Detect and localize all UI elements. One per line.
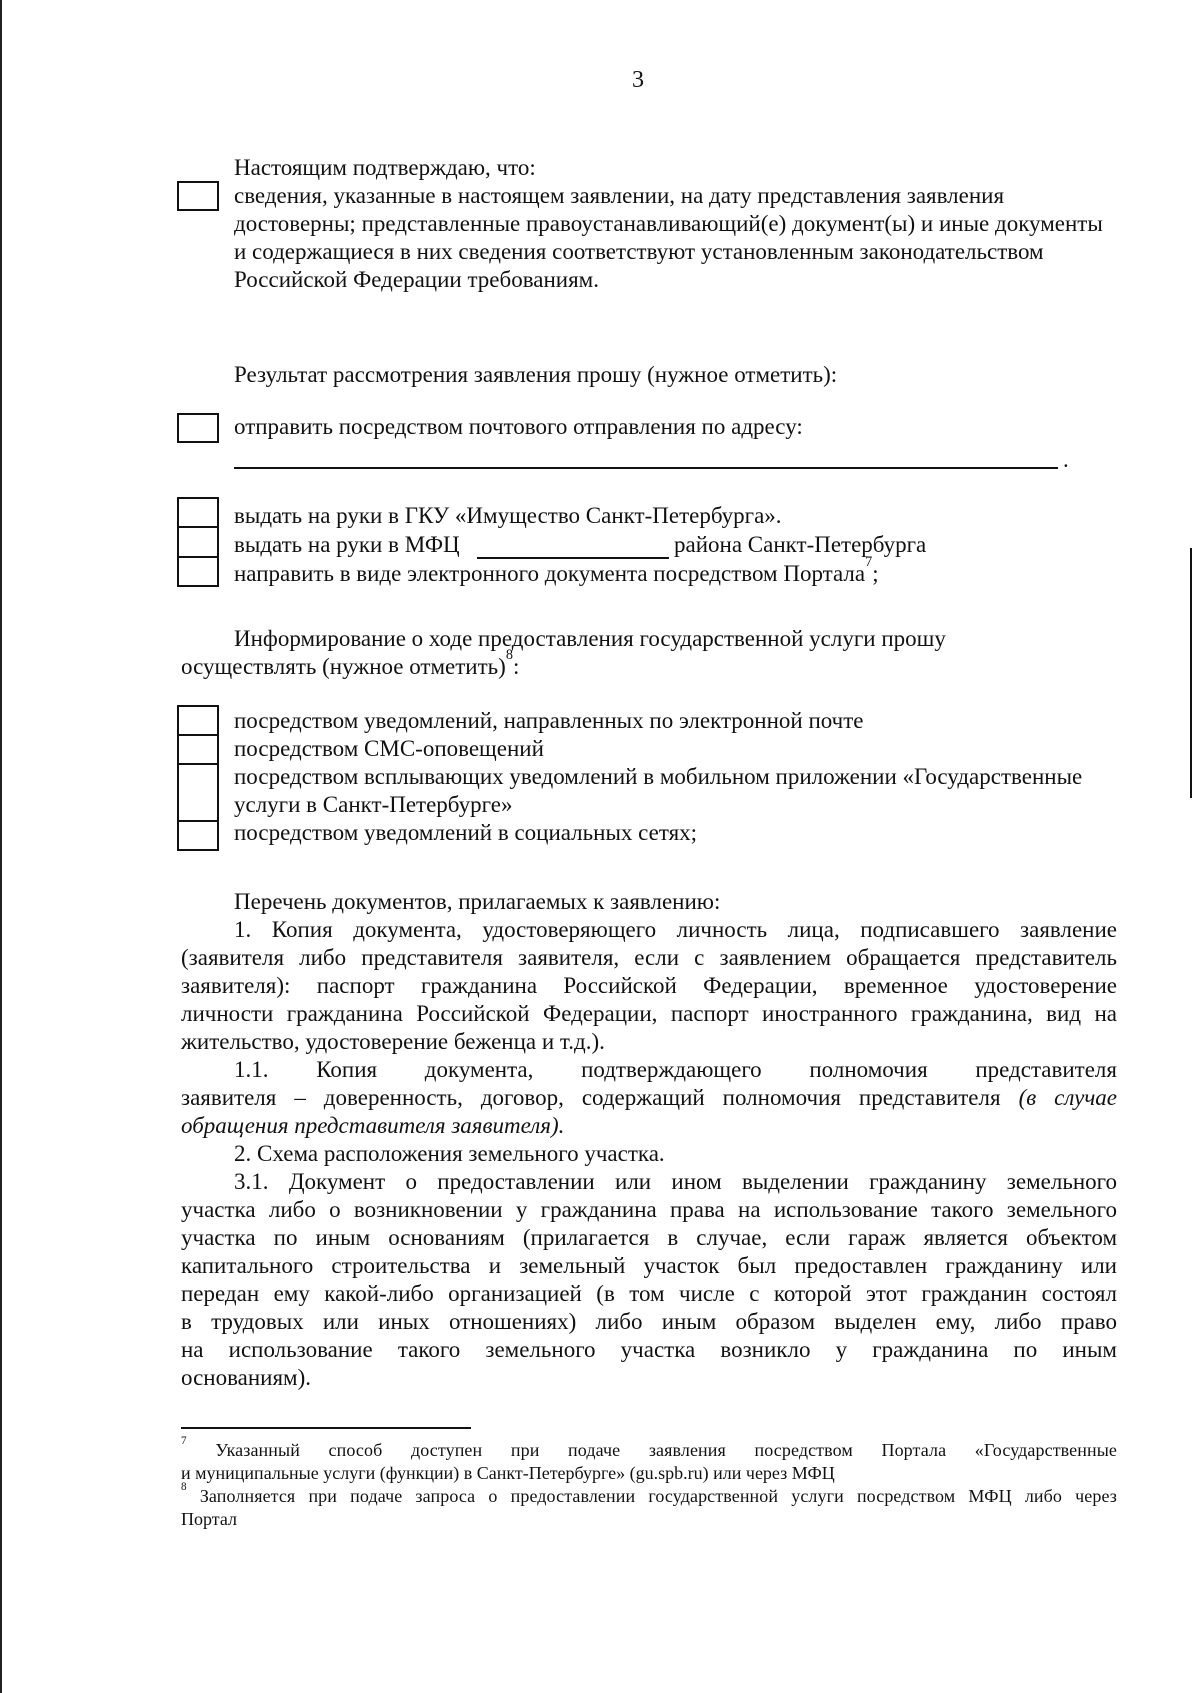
scan-left-edge [0, 0, 2, 1693]
document-3-1-line-6: в трудовых или иных отношениях) либо иным образом выделен ему, либо право [181, 1309, 1117, 1334]
document-3-1-line-7: на использование такого земельного участка возникло у гражданина по иным [181, 1337, 1117, 1362]
sms-notification-checkbox[interactable] [179, 736, 217, 763]
portal-option-label: направить в виде электронного документа посредством Портала [234, 561, 866, 586]
document-1-1-line-3: обращения представителя заявителя). [181, 1113, 565, 1138]
document-1-1-line-2-text: заявителя – доверенность, договор, содержащий полномочия представителя [181, 1085, 1001, 1110]
document-3-1-line-5: передан ему какой-либо организацией (в том числе с которой этот гражданин состоял [181, 1281, 1117, 1306]
mfc-option-district-label: района Санкт-Петербурга [674, 532, 927, 557]
footnote-7-line-1 [181, 1434, 1117, 1462]
confirmation-checkbox[interactable] [177, 181, 219, 211]
document-1-line-4: личности гражданина Российской Федерации, паспорт иностранного гражданина, вид на [181, 1001, 1117, 1026]
result-heading: Результат рассмотрения заявления прошу (нужное отметить): [234, 362, 838, 387]
page-number: 3 [632, 67, 644, 93]
footnote-7-number: 7 [181, 1434, 187, 1447]
scan-right-edge [1190, 548, 1192, 798]
documents-heading: Перечень документов, прилагаемых к заявлению: [234, 889, 721, 914]
confirmation-section [234, 154, 1146, 294]
footnote-7-line-1-text: Указанный способ доступен при подаче заявления посредством Портала «Государственные [215, 1440, 1117, 1460]
mobile-app-notification-checkbox[interactable] [179, 765, 217, 820]
sms-notification-label: посредством СМС-оповещений [234, 736, 544, 761]
portal-option [234, 553, 994, 588]
informing-options [234, 707, 1134, 847]
informing-section [181, 625, 1081, 681]
email-notification-checkbox[interactable] [179, 707, 217, 734]
footnotes [181, 1434, 1117, 1531]
footnote-8-number: 8 [181, 1480, 187, 1493]
document-2: 2. Схема расположения земельного участка. [234, 1141, 665, 1166]
gku-option-checkbox[interactable] [179, 499, 217, 526]
document-3-1-line-1: 3.1. Документ о предоставлении или ином выделении гражданину земельного [234, 1169, 1117, 1194]
informing-line-2-text: осуществлять (нужное отметить) [181, 654, 506, 679]
footnote-separator [181, 1427, 471, 1429]
document-1-line-2: (заявителя либо представителя заявителя, если с заявлением обращается представитель [181, 945, 1117, 970]
mfc-district-field[interactable] [477, 557, 669, 559]
social-network-notification-checkbox[interactable] [179, 822, 217, 849]
mobile-app-notification-label-line-2: услуги в Санкт-Петербурге» [234, 792, 513, 817]
confirmation-line-4: Российской Федерации требованиям. [234, 267, 599, 292]
gku-option-label: выдать на руки в ГКУ «Имущество Санкт-Петербурга». [234, 503, 782, 528]
portal-option-end: ; [872, 561, 879, 586]
mail-option-label: отправить посредством почтового отправления по адресу: [234, 414, 803, 439]
email-notification-label: посредством уведомлений, направленных по электронной почте [234, 708, 864, 733]
document-3-1-line-4: капитального строительства и земельный участок был предоставлен гражданину или [181, 1253, 1117, 1278]
document-1-line-1: 1. Копия документа, удостоверяющего личность лица, подписавшего заявление [234, 917, 1117, 942]
footnote-7-line-2: и муниципальные услуги (функции) в Санкт-Петербурге» (gu.spb.ru) или через МФЦ [181, 1463, 835, 1483]
document-1-1-line-2-italic: (в случае [1018, 1085, 1118, 1110]
document-1-1-line-1: 1.1. Копия документа, подтверждающего полномочия представителя [234, 1057, 1117, 1082]
documents-section [181, 888, 1117, 1392]
mail-address-end: . [1063, 447, 1069, 472]
confirmation-line-3: и содержащиеся в них сведения соответствуют установленным законодательством [234, 239, 1044, 264]
mfc-option-label: выдать на руки в МФЦ [234, 532, 460, 557]
mobile-app-notification-label-line-1: посредством всплывающих уведомлений в мобильном приложении «Государственные [234, 764, 1083, 789]
confirmation-line-1: сведения, указанные в настоящем заявлении, на дату представления заявления [234, 183, 1005, 208]
document-3-1-line-8: основаниям). [181, 1365, 312, 1390]
informing-line-1: Информирование о ходе предоставления государственной услуги прошу [234, 626, 946, 651]
mail-option-checkbox[interactable] [177, 413, 219, 443]
mail-address-field[interactable] [234, 467, 1058, 469]
mfc-option-checkbox[interactable] [179, 528, 217, 556]
informing-line-2-end: : [512, 654, 520, 679]
footnote-8-line-1 [181, 1480, 1117, 1508]
document-3-1-line-2: участка либо о возникновении у гражданина права на использование такого земельного [181, 1197, 1117, 1222]
confirmation-line-2: достоверны; представленные правоустанавливающий(е) документ(ы) и иные документы [234, 211, 1103, 236]
document-1-line-3: заявителя): паспорт гражданина Российской Федерации, временное удостоверение [181, 973, 1117, 998]
informing-footnote-ref: 8 [505, 646, 513, 663]
informing-line-2 [181, 646, 1081, 681]
document-3-1-line-3: участка по иным основаниям (прилагается в случае, если гараж является объектом [181, 1225, 1117, 1250]
footnote-8-line-1-text: Заполняется при подаче запроса о предоставлении государственной услуги посредством МФЦ либо через [199, 1486, 1117, 1506]
document-1-line-5: жительство, удостоверение беженца и т.д.). [181, 1029, 605, 1054]
portal-footnote-ref: 7 [865, 553, 873, 570]
footnote-8-line-2: Портал [181, 1509, 237, 1529]
social-network-notification-label: посредством уведомлений в социальных сетях; [234, 820, 698, 845]
confirmation-heading: Настоящим подтверждаю, что: [234, 155, 536, 180]
document-1-1-line-2 [181, 1084, 1117, 1112]
portal-option-checkbox[interactable] [179, 558, 217, 585]
